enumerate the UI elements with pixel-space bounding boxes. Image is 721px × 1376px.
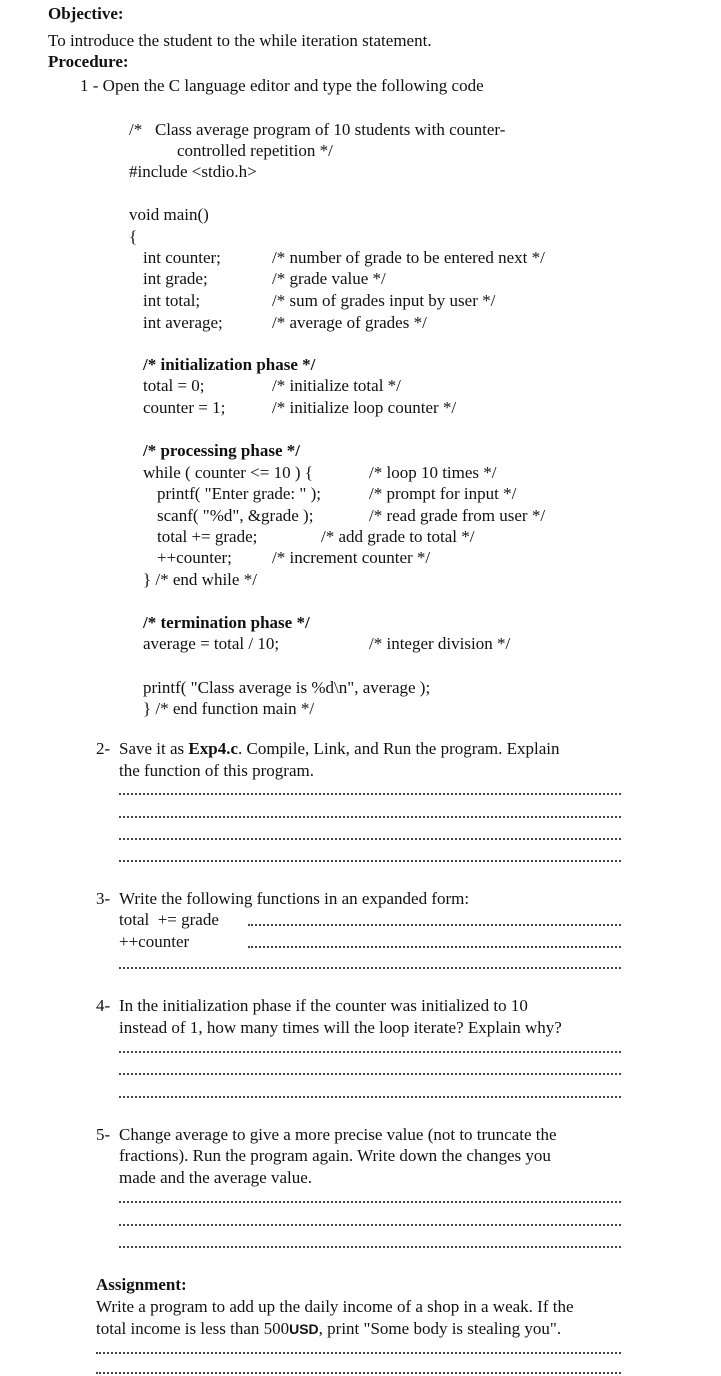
code-comment: /* integer division */ xyxy=(369,634,511,653)
question-3-item-2: ++counter xyxy=(119,932,190,951)
answer-line[interactable] xyxy=(248,946,621,948)
question-3-item-1: total += grade xyxy=(119,910,219,929)
answer-line[interactable] xyxy=(119,1201,621,1203)
code-line: int counter; xyxy=(143,248,221,267)
code-line: } /* end function main */ xyxy=(143,699,315,718)
assignment-heading: Assignment: xyxy=(96,1275,187,1294)
code-line: int total; xyxy=(143,291,201,310)
answer-line[interactable] xyxy=(119,1073,621,1075)
code-comment: /* add grade to total */ xyxy=(321,527,475,546)
step-1-text: 1 - Open the C language editor and type the following code xyxy=(80,76,484,95)
answer-line[interactable] xyxy=(96,1372,621,1374)
assignment-text: Write a program to add up the daily income of a shop in a weak. If the xyxy=(96,1297,574,1316)
procedure-heading: Procedure: xyxy=(48,52,129,71)
code-comment: /* number of grade to be entered next */ xyxy=(272,248,545,267)
question-4-text-line2: instead of 1, how many times will the loop iterate? Explain why? xyxy=(119,1018,562,1037)
question-5-number: 5- xyxy=(96,1125,111,1144)
answer-line[interactable] xyxy=(119,1051,621,1053)
code-comment: /* sum of grades input by user */ xyxy=(272,291,496,310)
code-line: int grade; xyxy=(143,269,208,288)
code-line: counter = 1; xyxy=(143,398,226,417)
code-line: } /* end while */ xyxy=(143,570,257,589)
code-comment: /* read grade from user */ xyxy=(369,506,546,525)
answer-line[interactable] xyxy=(119,1096,621,1098)
code-line: printf( "Enter grade: " ); xyxy=(157,484,321,503)
code-line: average = total / 10; xyxy=(143,634,280,653)
answer-line[interactable] xyxy=(119,860,621,862)
code-comment: /* loop 10 times */ xyxy=(369,463,497,482)
code-line: controlled repetition */ xyxy=(177,141,333,160)
code-comment: /* grade value */ xyxy=(272,269,386,288)
code-line: void main() xyxy=(129,205,209,224)
code-line: int average; xyxy=(143,313,223,332)
code-section-heading: /* processing phase */ xyxy=(143,441,300,460)
question-2-text-line2: the function of this program. xyxy=(119,761,314,780)
objective-text: To introduce the student to the while iteration statement. xyxy=(48,31,432,50)
code-line: printf( "Class average is %d\n", average ); xyxy=(143,678,431,697)
code-section-heading: /* termination phase */ xyxy=(143,613,310,632)
code-comment: /* initialize loop counter */ xyxy=(272,398,457,417)
answer-line[interactable] xyxy=(119,1224,621,1226)
question-2-text: Save it as Exp4.c. Compile, Link, and Run the program. Explain xyxy=(119,739,560,758)
code-line: scanf( "%d", &grade ); xyxy=(157,506,314,525)
answer-line[interactable] xyxy=(119,793,621,795)
code-line: { xyxy=(129,227,138,246)
code-line: while ( counter <= 10 ) { xyxy=(143,463,313,482)
answer-line[interactable] xyxy=(119,816,621,818)
code-section-heading: /* initialization phase */ xyxy=(143,355,316,374)
question-5-text-line3: made and the average value. xyxy=(119,1168,313,1187)
answer-line[interactable] xyxy=(119,1246,621,1248)
question-2-number: 2- xyxy=(96,739,111,758)
code-line: /* Class average program of 10 students with counter- xyxy=(129,120,506,139)
objective-heading: Objective: xyxy=(48,4,124,23)
question-4-number: 4- xyxy=(96,996,111,1015)
code-comment: /* average of grades */ xyxy=(272,313,427,332)
question-5-text: Change average to give a more precise value (not to truncate the xyxy=(119,1125,557,1144)
code-comment: /* initialize total */ xyxy=(272,376,401,395)
code-line: ++counter; xyxy=(157,548,232,567)
code-line: #include <stdio.h> xyxy=(129,162,257,181)
answer-line[interactable] xyxy=(119,838,621,840)
question-3-text: Write the following functions in an expanded form: xyxy=(119,889,470,908)
answer-line[interactable] xyxy=(248,924,621,926)
code-comment: /* prompt for input */ xyxy=(369,484,517,503)
question-3-number: 3- xyxy=(96,889,111,908)
question-4-text: In the initialization phase if the counter was initialized to 10 xyxy=(119,996,528,1015)
code-comment: /* increment counter */ xyxy=(272,548,431,567)
code-line: total = 0; xyxy=(143,376,205,395)
code-line: total += grade; xyxy=(157,527,258,546)
answer-line[interactable] xyxy=(119,967,621,969)
answer-line[interactable] xyxy=(96,1352,621,1354)
assignment-text-line2: total income is less than 500USD, print "Some body is stealing you". xyxy=(96,1319,562,1338)
question-5-text-line2: fractions). Run the program again. Write down the changes you xyxy=(119,1146,551,1165)
